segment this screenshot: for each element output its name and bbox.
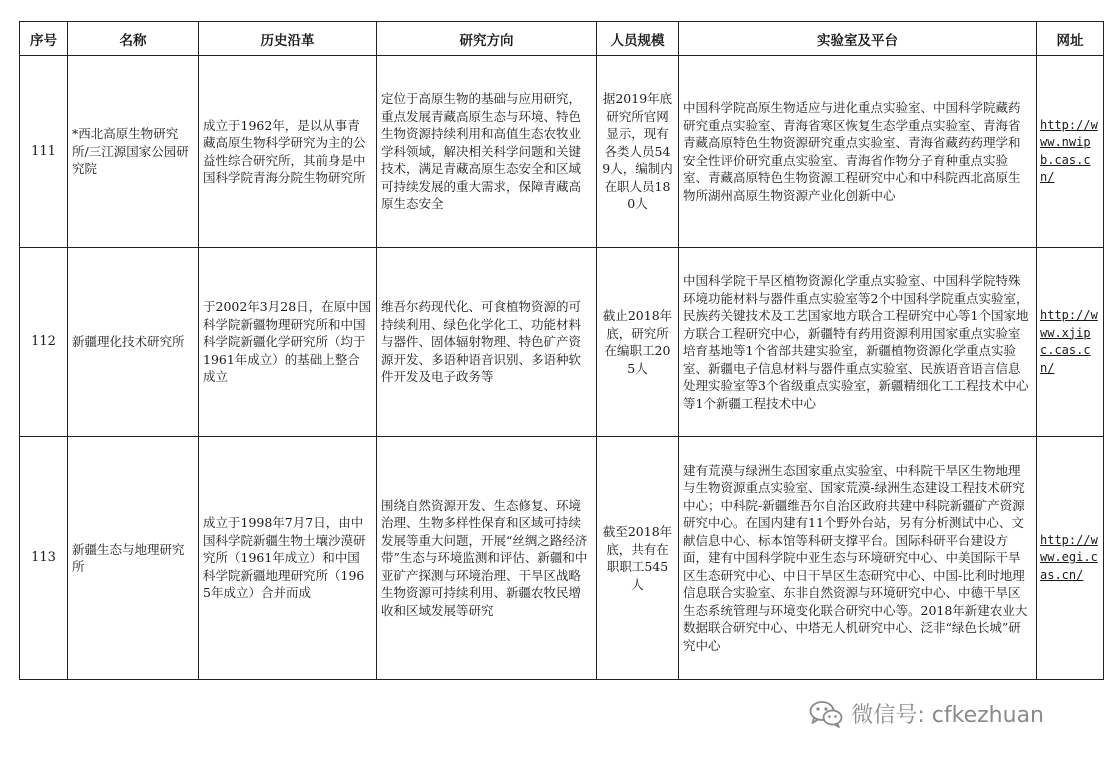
row-name: *西北高原生物研究所/三江源国家公园研究院 [68, 56, 199, 248]
row-direction: 维吾尔药现代化、可食植物资源的可持续利用、绿色化学化工、功能材料与器件、固体辐射物理、特色矿产资源开发、多语种语音识别、多语种软件开发及电子政务等 [377, 248, 597, 437]
header-history: 历史沿革 [199, 22, 377, 56]
header-row [20, 22, 1104, 56]
row-labs: 中国科学院干旱区植物资源化学重点实验室、中国科学院特殊环境功能材料与器件重点实验室等2个中国科学院重点实验室，民族药关键技术及工艺国家地方联合工程研究中心等1个国家地方联合工程研究中心，新疆特有药用资源利用国家重点实验室培育基地等1个省部共建实验室，新疆植物资源化学重点实验室、新疆电子信息材料与器件重点实验室、民族语音语言信息处理实验室等3个省级重点实验室，新疆精细化工工程技术中心等1个新疆工程技术中心 [679, 248, 1037, 437]
header-labs: 实验室及平台 [679, 22, 1037, 56]
table-row [20, 248, 1104, 437]
row-no: 111 [20, 56, 68, 248]
row-url-cell [1037, 248, 1104, 437]
row-direction: 围绕自然资源开发、生态修复、环境治理、生物多样性保育和区域可持续发展等重大问题，开展“丝绸之路经济带”生态与环境监测和评估、新疆和中亚矿产探测与环境治理、干旱区战略生物资源可持续利用、新疆农牧民增收和区域发展等研究 [377, 437, 597, 680]
institutes-table [19, 21, 1104, 680]
row-labs: 建有荒漠与绿洲生态国家重点实验室、中科院干旱区生物地理与生物资源重点实验室、国家荒漠-绿洲生态建设工程技术研究中心；中科院-新疆维吾尔自治区政府共建中科院新疆矿产资源研究中心。在国内建有11个野外台站，另有分析测试中心、文献信息中心、标本馆等科研支撑平台。国际科研平台建设方面，建有中国科学院中亚生态与环境研究中心、中美国际干旱区生态研究中心、中日干旱区生态研究中心、中国-比利时地理信息联合实验室、东非自然资源与环境研究中心、中德干旱区生态系统管理与环境变化联合研究中心等。2018年新建农业大数据联合研究中心、中塔无人机研究中心、泛非“绿色长城”研究中心 [679, 437, 1037, 680]
row-labs: 中国科学院高原生物适应与进化重点实验室、中国科学院藏药研究重点实验室、青海省寒区恢复生态学重点实验室、青海省青藏高原特色生物资源研究重点实验室、青海省藏药药理学和安全性评价研究重点实验室、青海省作物分子育种重点实验室、青藏高原特色生物资源工程研究中心和中科院西北高原生物所湖州高原生物资源产业化创新中心 [679, 56, 1037, 248]
row-history: 成立于1998年7月7日，由中国科学院新疆生物土壤沙漠研究所（1961年成立）和中国科学院新疆地理研究所（1965年成立）合并而成 [199, 437, 377, 680]
row-staff: 截止2018年底，研究所在编职工205人 [597, 248, 679, 437]
row-url-cell [1037, 56, 1104, 248]
row-no: 113 [20, 437, 68, 680]
table-row [20, 437, 1104, 680]
row-history: 成立于1962年，是以从事青藏高原生物科学研究为主的公益性综合研究所，其前身是中国科学院青海分院生物研究所 [199, 56, 377, 248]
table-row [20, 56, 1104, 248]
row-name: 新疆生态与地理研究所 [68, 437, 199, 680]
row-staff: 据2019年底研究所官网显示，现有各类人员549人，编制内在职人员180人 [597, 56, 679, 248]
header-no: 序号 [20, 22, 68, 56]
header-direction: 研究方向 [377, 22, 597, 56]
header-staff: 人员规模 [597, 22, 679, 56]
row-direction: 定位于高原生物的基础与应用研究，重点发展青藏高原生态与环境、特色生物资源持续利用和高值生态农牧业学科领域，解决相关科学问题和关键技术，满足青藏高原生态安全和区域可持续发展的重大需求，保障青藏高原生态安全 [377, 56, 597, 248]
header-url: 网址 [1037, 22, 1104, 56]
watermark [809, 698, 1044, 729]
row-history: 于2002年3月28日，在原中国科学院新疆物理研究所和中国科学院新疆化学研究所（均于1961年成立）的基础上整合成立 [199, 248, 377, 437]
row-name: 新疆理化技术研究所 [68, 248, 199, 437]
header-name: 名称 [68, 22, 199, 56]
row-staff: 截至2018年底，共有在职职工545人 [597, 437, 679, 680]
row-url-link[interactable]: http://www.nwipb.cas.cn/ [1040, 117, 1098, 184]
row-no: 112 [20, 248, 68, 437]
row-url-cell [1037, 437, 1104, 680]
row-url-link[interactable]: http://www.egi.cas.cn/ [1040, 532, 1098, 582]
watermark-text: 微信号: cfkezhuan [851, 703, 1044, 728]
wechat-icon [809, 700, 843, 728]
row-url-link[interactable]: http://www.xjipc.cas.cn/ [1040, 308, 1098, 375]
